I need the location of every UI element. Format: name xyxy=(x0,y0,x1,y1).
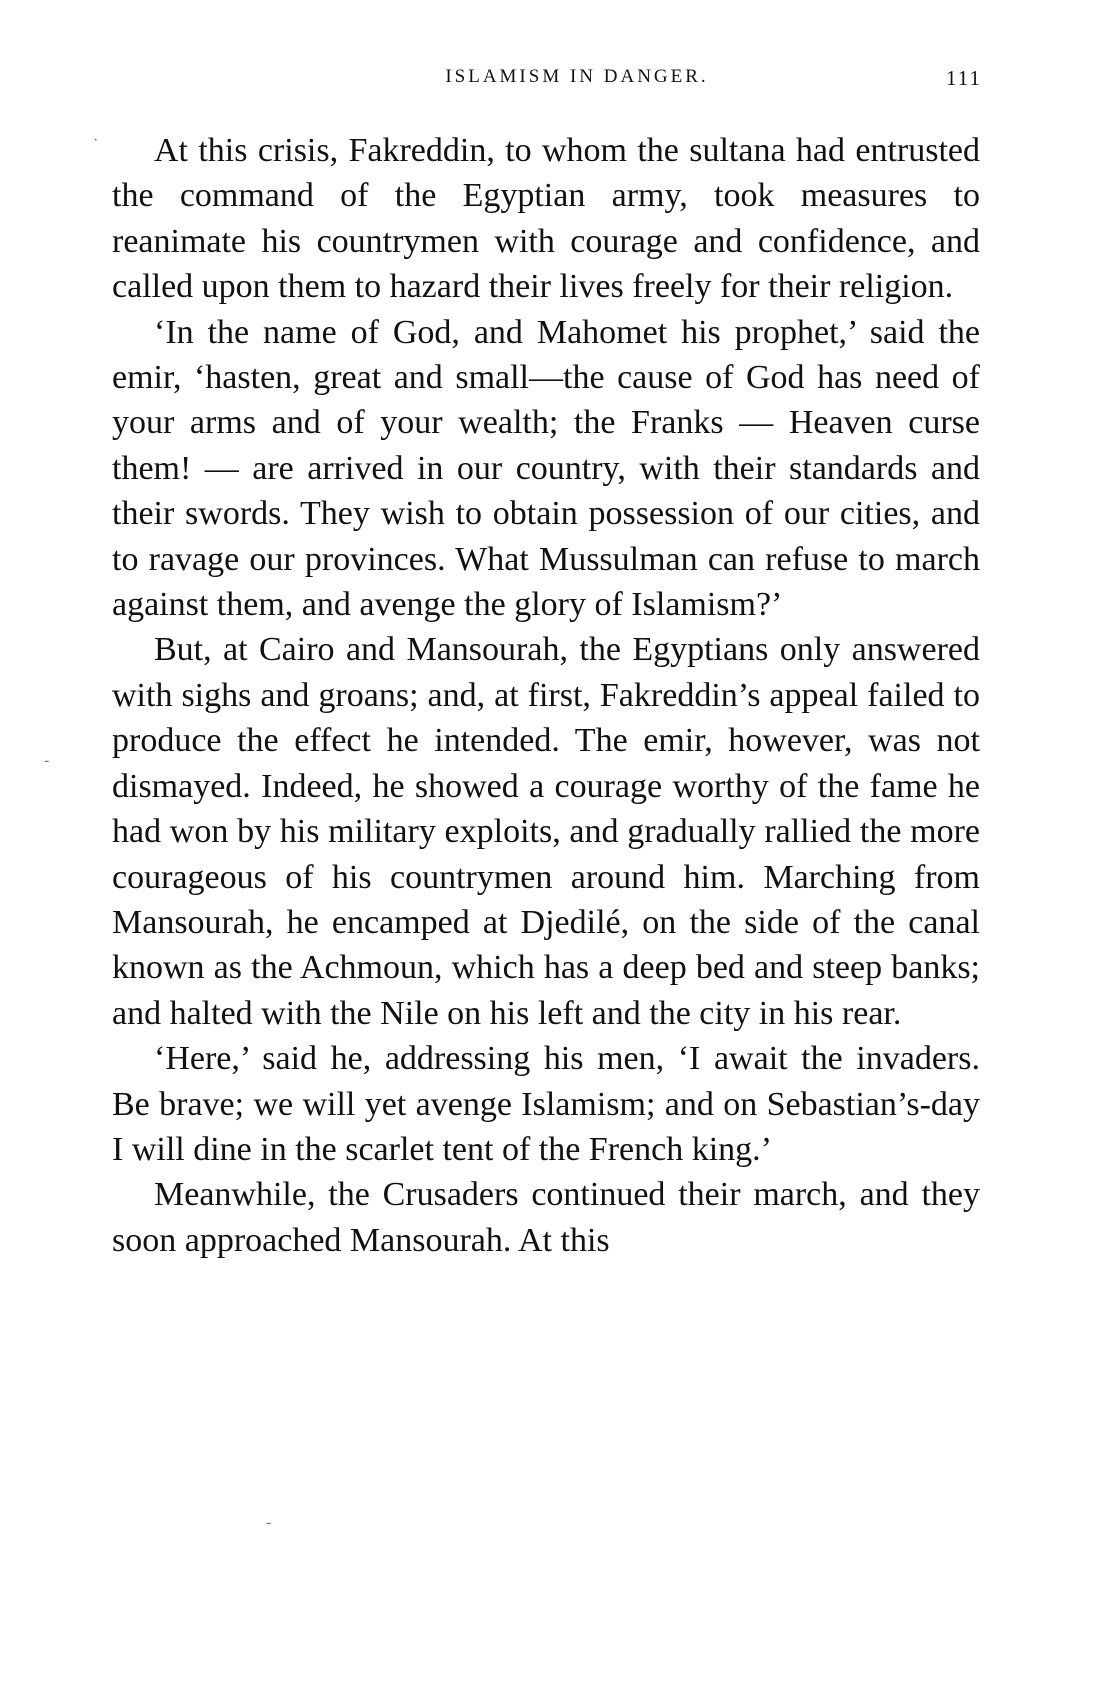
body-text xyxy=(112,128,980,1263)
running-head xyxy=(112,66,982,92)
running-title: ISLAMISM IN DANGER. xyxy=(445,66,709,87)
paragraph: At this crisis, Fakreddin, to whom the sultana had entrusted the command of the Egyptian army, took measures to reanimate his countrymen with courage and confidence, and called upon them to hazard their lives freely for their religion. xyxy=(112,132,980,306)
paragraph: ‘Here,’ said he, addressing his men, ‘I await the invaders. Be brave; we will yet avenge Islamism; and on Sebastian’s-day I will dine in the scarlet tent of the French king.’ xyxy=(112,1040,980,1168)
margin-speck: - xyxy=(266,1514,272,1531)
margin-speck: · xyxy=(93,132,99,149)
paragraph: But, at Cairo and Mansourah, the Egyptians only answered with sighs and groans; and, at first, Fakreddin’s appeal failed to produce the effect he intended. The emir, however, was not dismayed. Indeed, he showed a courage worthy of the fame he had won by his military exploits, and gradually rallied the more courageous of his countrymen around him. Marching from Mansourah, he encamped at Djedilé, on the side of the canal known as the Achmoun, which has a deep bed and steep banks; and halted with the Nile on his left and the city in his rear. xyxy=(112,631,980,1032)
paragraph: Meanwhile, the Crusaders continued their march, and they soon approached Mansourah. At this xyxy=(112,1176,980,1259)
page-number: 111 xyxy=(946,66,982,90)
margin-speck: - xyxy=(44,752,50,769)
paragraph: ‘In the name of God, and Mahomet his prophet,’ said the emir, ‘hasten, great and small—the cause of God has need of your arms and of your wealth; the Franks — Heaven curse them! — are arrived in our country, with their standards and their swords. They wish to obtain possession of our cities, and to ravage our provinces. What Mussulman can refuse to march against them, and avenge the glory of Islamism?’ xyxy=(112,313,980,624)
